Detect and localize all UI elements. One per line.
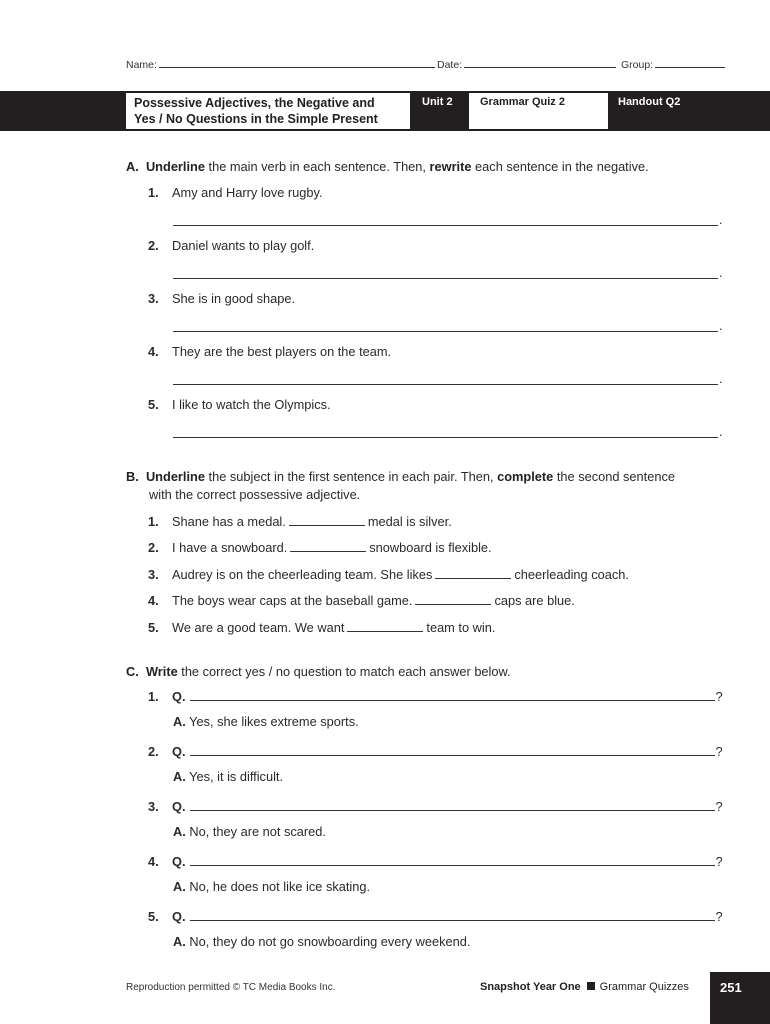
section-a-verb2: rewrite xyxy=(429,159,472,174)
name-blank[interactable] xyxy=(159,58,435,68)
name-field[interactable] xyxy=(126,58,435,71)
answer-text: Yes, she likes extreme sports. xyxy=(189,714,359,729)
section-a-item-5 xyxy=(148,397,331,412)
a-label: A. xyxy=(173,714,186,729)
section-b-verb1: Underline xyxy=(145,469,205,484)
item-text-before: Audrey is on the cheerleading team. She likes xyxy=(172,567,433,582)
period-mark: . xyxy=(719,265,723,280)
quiz-title xyxy=(126,93,410,129)
answer-text: Yes, it is difficult. xyxy=(189,769,284,784)
item-number: 3. xyxy=(148,799,159,814)
item-number: 1. xyxy=(148,185,159,200)
section-b-text3: with the correct possessive adjective. xyxy=(149,487,361,502)
section-a-instructions xyxy=(126,158,649,176)
group-label: Group: xyxy=(621,59,654,71)
section-c-answer-4 xyxy=(173,879,370,894)
item-number: 2. xyxy=(148,744,159,759)
item-text-after: caps are blue. xyxy=(494,593,575,608)
a-label: A. xyxy=(173,934,186,949)
item-text-after: snowboard is flexible. xyxy=(369,540,492,555)
a-label: A. xyxy=(173,879,186,894)
answer-line-a1[interactable] xyxy=(173,225,718,226)
item-text: Amy and Harry love rugby. xyxy=(172,185,323,200)
section-a-verb1: Underline xyxy=(145,159,205,174)
date-field[interactable] xyxy=(437,58,616,71)
section-b-text1: the subject in the first sentence in each pair. Then, xyxy=(204,469,498,484)
item-text-before: Shane has a medal. xyxy=(172,514,286,529)
item-text-after: team to win. xyxy=(426,620,496,635)
answer-text: No, they are not scared. xyxy=(189,824,326,839)
item-text-after: medal is silver. xyxy=(367,514,452,529)
answer-text: No, they do not go snowboarding every weekend. xyxy=(189,934,471,949)
answer-text: No, he does not like ice skating. xyxy=(189,879,371,894)
title-line-2: Yes / No Questions in the Simple Present xyxy=(134,112,378,126)
section-a-item-3 xyxy=(148,291,295,306)
name-label: Name: xyxy=(126,59,157,71)
question-mark: ? xyxy=(715,909,723,924)
section-c-answer-3 xyxy=(173,824,326,839)
question-mark: ? xyxy=(715,854,723,869)
section-c-letter: C. xyxy=(126,664,139,679)
item-number: 5. xyxy=(148,397,159,412)
date-label: Date: xyxy=(437,59,463,71)
q-label: Q. xyxy=(172,799,186,814)
question-line[interactable] xyxy=(190,864,715,866)
handout-label: Handout Q2 xyxy=(618,96,681,108)
section-b-item-5 xyxy=(148,620,495,635)
section-b-letter: B. xyxy=(126,469,139,484)
section-c-question-5 xyxy=(148,909,723,924)
item-number: 4. xyxy=(148,344,159,359)
item-text-after: cheerleading coach. xyxy=(514,567,629,582)
item-number: 5. xyxy=(148,620,159,635)
answer-line-a2[interactable] xyxy=(173,278,718,279)
date-blank[interactable] xyxy=(464,58,616,68)
item-number: 3. xyxy=(148,291,159,306)
section-b-item-2 xyxy=(148,540,492,555)
series-name: Grammar Quizzes xyxy=(599,981,689,993)
section-c-question-1 xyxy=(148,689,723,704)
group-blank[interactable] xyxy=(655,58,725,68)
a-label: A. xyxy=(173,824,186,839)
item-text-before: I have a snowboard. xyxy=(172,540,288,555)
section-a-item-2 xyxy=(148,238,314,253)
answer-line-a5[interactable] xyxy=(173,437,718,438)
period-mark: . xyxy=(719,424,723,439)
item-text-before: The boys wear caps at the baseball game. xyxy=(172,593,413,608)
period-mark: . xyxy=(719,212,723,227)
question-mark: ? xyxy=(715,689,723,704)
section-b-item-1 xyxy=(148,514,452,529)
question-line[interactable] xyxy=(190,809,715,811)
section-a-item-4 xyxy=(148,344,391,359)
section-c-instructions xyxy=(126,663,511,681)
fill-blank[interactable] xyxy=(415,603,491,605)
item-number: 3. xyxy=(148,567,159,582)
section-a-item-1 xyxy=(148,185,323,200)
item-number: 1. xyxy=(148,689,159,704)
item-text: They are the best players on the team. xyxy=(172,344,392,359)
group-field[interactable] xyxy=(621,58,725,71)
q-label: Q. xyxy=(172,909,186,924)
section-c-answer-2 xyxy=(173,769,283,784)
period-mark: . xyxy=(719,318,723,333)
item-number: 4. xyxy=(148,854,159,869)
page-number: 251 xyxy=(720,980,742,995)
item-number: 5. xyxy=(148,909,159,924)
item-number: 4. xyxy=(148,593,159,608)
fill-blank[interactable] xyxy=(347,630,423,632)
answer-line-a3[interactable] xyxy=(173,331,718,332)
item-text-before: We are a good team. We want xyxy=(172,620,345,635)
section-c-answer-5 xyxy=(173,934,470,949)
section-b-item-4 xyxy=(148,593,575,608)
title-line-1: Possessive Adjectives, the Negative and xyxy=(134,96,375,110)
section-a-text1: the main verb in each sentence. Then, xyxy=(204,159,430,174)
section-c-text1: the correct yes / no question to match each answer below. xyxy=(177,664,511,679)
a-label: A. xyxy=(173,769,186,784)
q-label: Q. xyxy=(172,744,186,759)
item-number: 2. xyxy=(148,238,159,253)
quiz-label: Grammar Quiz 2 xyxy=(480,96,565,108)
section-c-question-2 xyxy=(148,744,723,759)
item-text: Daniel wants to play golf. xyxy=(172,238,315,253)
question-line[interactable] xyxy=(190,699,715,701)
unit-label: Unit 2 xyxy=(422,96,453,108)
book-title: Snapshot Year One xyxy=(480,981,581,993)
section-c-answer-1 xyxy=(173,714,359,729)
book-series xyxy=(480,981,689,993)
fill-blank[interactable] xyxy=(289,524,365,526)
section-b-text2: the second sentence xyxy=(553,469,675,484)
q-label: Q. xyxy=(172,689,186,704)
section-c-verb1: Write xyxy=(145,664,178,679)
item-text: She is in good shape. xyxy=(172,291,296,306)
question-mark: ? xyxy=(715,744,723,759)
section-c-question-4 xyxy=(148,854,723,869)
section-a-letter: A. xyxy=(126,159,139,174)
section-b-instructions xyxy=(126,468,675,504)
period-mark: . xyxy=(719,371,723,386)
question-line[interactable] xyxy=(190,754,715,756)
section-c-question-3 xyxy=(148,799,723,814)
q-label: Q. xyxy=(172,854,186,869)
item-number: 2. xyxy=(148,540,159,555)
question-line[interactable] xyxy=(190,919,715,921)
fill-blank[interactable] xyxy=(435,577,511,579)
section-a-text2: each sentence in the negative. xyxy=(471,159,649,174)
square-bullet-icon xyxy=(587,982,595,990)
section-b-item-3 xyxy=(148,567,629,582)
question-mark: ? xyxy=(715,799,723,814)
section-b-verb2: complete xyxy=(497,469,554,484)
item-text: I like to watch the Olympics. xyxy=(172,397,331,412)
item-number: 1. xyxy=(148,514,159,529)
fill-blank[interactable] xyxy=(290,550,366,552)
copyright-notice: Reproduction permitted © TC Media Books Inc. xyxy=(126,982,336,993)
answer-line-a4[interactable] xyxy=(173,384,718,385)
